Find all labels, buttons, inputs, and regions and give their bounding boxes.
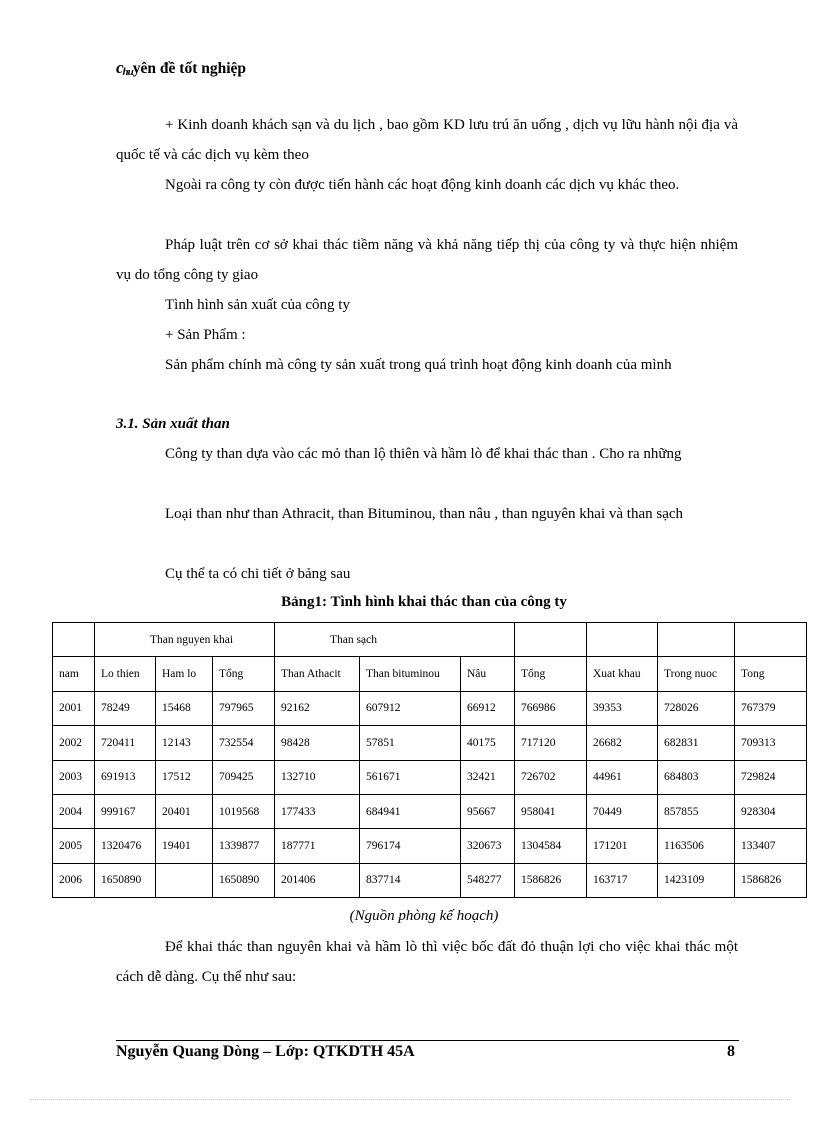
- table-cell: 548277: [461, 863, 515, 897]
- table-row: [53, 794, 807, 828]
- table-cell: 766986: [515, 691, 587, 725]
- table-cell: 767379: [735, 691, 807, 725]
- column-header: nam: [53, 657, 95, 691]
- page-number: 8: [727, 1043, 735, 1060]
- column-header: Lo thien: [95, 657, 156, 691]
- table-cell: 95667: [461, 794, 515, 828]
- table-source: (Nguồn phòng kế hoạch): [349, 908, 499, 924]
- table-cell: 2001: [53, 691, 95, 725]
- table-row: [53, 829, 807, 863]
- table-cell: 561671: [360, 760, 461, 794]
- table-cell: 32421: [461, 760, 515, 794]
- table-cell: [587, 623, 658, 657]
- table-cell: 709425: [213, 760, 275, 794]
- table-row: [53, 691, 807, 725]
- table-cell: 682831: [658, 726, 735, 760]
- table-cell: 92162: [275, 691, 360, 725]
- table-cell: 177433: [275, 794, 360, 828]
- table-cell: 1650890: [213, 863, 275, 897]
- coal-mining-table: [52, 622, 807, 898]
- table-cell: 201406: [275, 863, 360, 897]
- paragraph-law: Pháp luật trên cơ sở khai thác tiềm năng và khả năng tiếp thị của công ty và thực hiện nhiệm vụ do tổng công ty giao: [116, 237, 738, 283]
- table-cell: 728026: [658, 691, 735, 725]
- table-cell: 187771: [275, 829, 360, 863]
- table-cell: 1019568: [213, 794, 275, 828]
- table-cell: 717120: [515, 726, 587, 760]
- table-cell: 837714: [360, 863, 461, 897]
- paragraph-production-status: Tình hình sản xuất của công ty: [165, 297, 350, 313]
- table-cell: 2006: [53, 863, 95, 897]
- table-cell: 797965: [213, 691, 275, 725]
- table-cell: 66912: [461, 691, 515, 725]
- table-cell: 607912: [360, 691, 461, 725]
- table-cell: 2002: [53, 726, 95, 760]
- table-cell: 1650890: [95, 863, 156, 897]
- table-header-row: [53, 657, 807, 691]
- table-cell: 39353: [587, 691, 658, 725]
- table-cell: 20401: [156, 794, 213, 828]
- table-cell: 26682: [587, 726, 658, 760]
- paragraph-business-tourism: + Kinh doanh khách sạn và du lịch , bao gồm KD lưu trú ăn uống , dịch vụ lữu hành nội địa và quốc tế và các dịch vụ kèm theo: [116, 117, 738, 163]
- table-cell: 684803: [658, 760, 735, 794]
- paragraph-table-intro: Cụ thể ta có chi tiết ở bảng sau: [165, 566, 351, 582]
- table-cell: 171201: [587, 829, 658, 863]
- table-cell: 726702: [515, 760, 587, 794]
- table-cell: 1586826: [735, 863, 807, 897]
- table-cell: 729824: [735, 760, 807, 794]
- footer-rule: [116, 1040, 739, 1041]
- table-cell: 12143: [156, 726, 213, 760]
- column-header: Nâu: [461, 657, 515, 691]
- table-cell: 857855: [658, 794, 735, 828]
- table-cell: 133407: [735, 829, 807, 863]
- table-cell: [515, 623, 587, 657]
- table-row: [53, 726, 807, 760]
- section-title: 3.1. Sản xuất than: [116, 416, 230, 432]
- table-cell: 320673: [461, 829, 515, 863]
- table-cell: 796174: [360, 829, 461, 863]
- header-logo: $c_{hu}$: [116, 58, 133, 78]
- paragraph-coal-types: Loại than như than Athracit, than Bituminou, than nâu , than nguyên khai và than sạch: [165, 506, 684, 522]
- table-cell: 732554: [213, 726, 275, 760]
- table-row: [53, 760, 807, 794]
- paragraph-products-label: + Sản Phẩm :: [165, 327, 246, 343]
- column-header: Ham lo: [156, 657, 213, 691]
- footer-author: Nguyễn Quang Dòng – Lớp: QTKDTH 45A: [116, 1043, 415, 1060]
- table-group-header-row: [53, 623, 807, 657]
- header-title: yên đề tốt nghiệp: [132, 60, 247, 77]
- page-bottom-divider: [30, 1099, 790, 1100]
- table-cell: 1163506: [658, 829, 735, 863]
- table-cell: [156, 863, 213, 897]
- paragraph-conclusion: Để khai thác than nguyên khai và hầm lò thì việc bốc đất đỏ thuận lợi cho việc khai thác một cách dễ dàng. Cụ thể như sau:: [116, 939, 738, 985]
- column-header: Xuat khau: [587, 657, 658, 691]
- table-cell: 57851: [360, 726, 461, 760]
- paragraph-coal-mines: Công ty than dựa vào các mỏ than lộ thiên và hầm lò để khai thác than . Cho ra những: [165, 446, 682, 462]
- table-cell: 999167: [95, 794, 156, 828]
- table-cell: 1304584: [515, 829, 587, 863]
- table-cell: 691913: [95, 760, 156, 794]
- table-cell: 15468: [156, 691, 213, 725]
- group-raw-coal: Than nguyen khai: [95, 623, 275, 657]
- table-cell: 44961: [587, 760, 658, 794]
- column-header: Trong nuoc: [658, 657, 735, 691]
- table-cell: 2003: [53, 760, 95, 794]
- table-cell: 78249: [95, 691, 156, 725]
- column-header: Than Athacit: [275, 657, 360, 691]
- table-row: [53, 863, 807, 897]
- table-cell: 2005: [53, 829, 95, 863]
- table-cell: 709313: [735, 726, 807, 760]
- table-cell: [658, 623, 735, 657]
- table-cell: [53, 623, 95, 657]
- table-cell: 40175: [461, 726, 515, 760]
- table-cell: 1320476: [95, 829, 156, 863]
- column-header: Tổng: [213, 657, 275, 691]
- table-cell: 928304: [735, 794, 807, 828]
- table-cell: 720411: [95, 726, 156, 760]
- table-cell: 684941: [360, 794, 461, 828]
- table-cell: [735, 623, 807, 657]
- table-cell: 1586826: [515, 863, 587, 897]
- table-cell: 1423109: [658, 863, 735, 897]
- table-cell: 958041: [515, 794, 587, 828]
- column-header: Tổng: [515, 657, 587, 691]
- table-caption: Bảng1: Tình hình khai thác than của công ty: [281, 594, 567, 610]
- table-cell: 98428: [275, 726, 360, 760]
- column-header: Than bituminou: [360, 657, 461, 691]
- page-header: [116, 58, 246, 78]
- group-clean-coal: Than sạch: [275, 623, 515, 657]
- table-cell: 163717: [587, 863, 658, 897]
- table-cell: 17512: [156, 760, 213, 794]
- column-header: Tong: [735, 657, 807, 691]
- table-cell: 70449: [587, 794, 658, 828]
- paragraph-main-products: Sản phẩm chính mà công ty sản xuất trong quá trình hoạt động kinh doanh của mình: [165, 357, 672, 373]
- table-cell: 2004: [53, 794, 95, 828]
- paragraph-other-services: Ngoài ra công ty còn được tiến hành các hoạt động kinh doanh các dịch vụ khác theo.: [165, 177, 680, 193]
- table-cell: 1339877: [213, 829, 275, 863]
- table-cell: 132710: [275, 760, 360, 794]
- table-cell: 19401: [156, 829, 213, 863]
